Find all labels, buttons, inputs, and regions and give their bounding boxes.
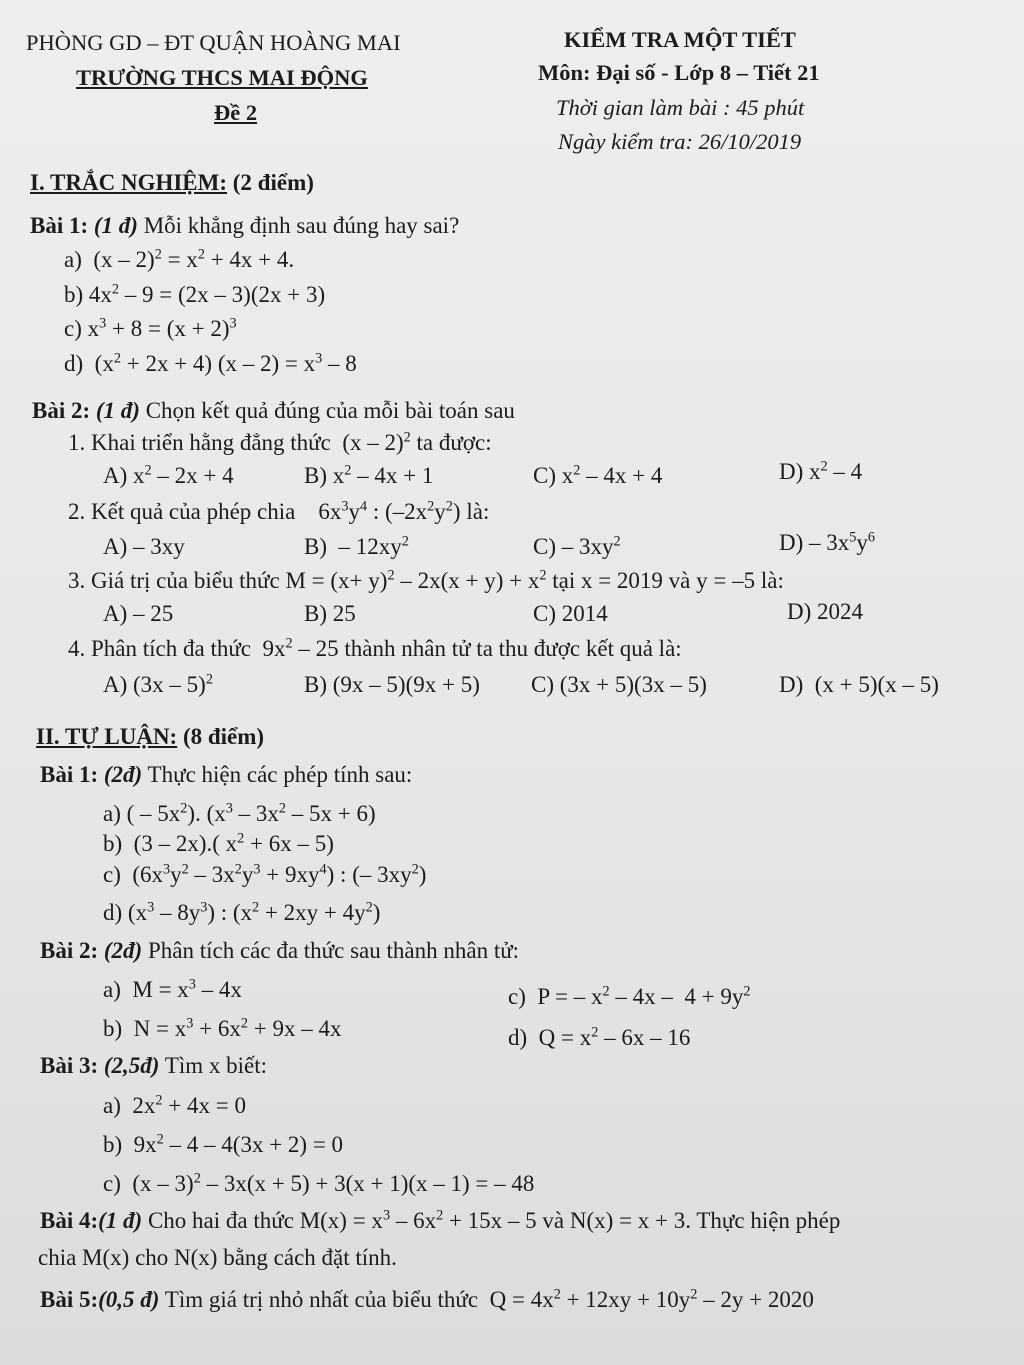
part2-bai5-prompt: Tìm giá trị nhỏ nhất của biểu thức <box>159 1287 479 1312</box>
part2-bai3-label: Bài 3: <box>40 1053 99 1078</box>
q3-answer-b: B) 25 <box>304 601 356 626</box>
part1-bai1-item-a: a) $(x - 2)^2 = x^2 + 4x + 4$. <box>64 246 295 272</box>
part2-bai1-label: Bài 1: <box>40 762 99 787</box>
department-name: PHÒNG GD – ĐT QUẬN HOÀNG MAI <box>26 30 401 55</box>
part2-bai3-heading <box>40 1052 267 1080</box>
part2-bai1-item-b: b) (3 – 2x).( $x^2 + 6x - 5$) <box>103 830 334 856</box>
q2-answer-a: A) – 3xy <box>103 534 185 559</box>
part1-bai1-prompt: Mỗi khẳng định sau đúng hay sai? <box>137 213 460 238</box>
q2-question: 2. Kết quả của phép chia $6x^3y^4$ : $(-2x^2y^2)$ là: <box>68 498 490 524</box>
part2-bai3-prompt: Tìm x biết: <box>159 1053 268 1078</box>
part2-bai4-mid: và <box>536 1208 565 1233</box>
part2-bai5-label: Bài 5: <box>40 1287 99 1312</box>
part2-bai4-prompt: Cho hai đa thức <box>142 1208 294 1233</box>
part1-bai1-heading <box>30 212 459 240</box>
exam-title: KIỂM TRA MỘT TIẾT <box>564 27 796 52</box>
part2-bai4-line1: Bài 4:(1 đ) Cho hai đa thức $M(x) = x^3 - 6x^2 + 15x - 5$ và N(x) = x + 3. Thực hiện phép <box>40 1207 841 1233</box>
part2-bai1-item-c: c) $(6x^3y^2 - 3x^2y^3 + 9xy^4)$ : (– $3xy^2$) <box>103 861 427 887</box>
part1-bai2-points: (1 đ) <box>95 398 140 423</box>
part2-bai1-heading <box>40 761 412 789</box>
part2-bai3-item-c: c) (x – 3)$^2$ – 3x(x + 5) + 3(x + 1)(x – 1) = – 48 <box>103 1170 535 1196</box>
q4-answer-d: D) (x + 5)(x – 5) <box>779 672 939 697</box>
part1-heading <box>30 169 314 197</box>
q1-answer-b: B) $x^2 - 4x + 1$ <box>304 462 434 488</box>
part1-bai1-item-d: d) $(x^2 + 2x + 4)$ $(x - 2) = x^3 - 8$ <box>64 350 357 376</box>
item-letter: a) <box>64 247 82 272</box>
q1-tail: ta được: <box>410 430 492 455</box>
q4-question: 4. Phân tích đa thức $9x^2 - 25$ thành nhân tử ta thu được kết quả là: <box>68 635 682 661</box>
part2-bai5-line: Bài 5:(0,5 đ) Tìm giá trị nhỏ nhất của biểu thức $Q = 4x^2 + 12xy + 10y^2 - 2y + 2020$ <box>40 1286 814 1312</box>
q1-answer-a: A) $x^2 - 2x + 4$ <box>103 462 234 488</box>
part1-bai1-item-c: c) $x^3 + 8 = (x + 2)^3$ <box>64 315 237 341</box>
part2-bai2-heading <box>40 937 519 965</box>
part2-bai3-item-b: b) $9x^2 - 4 - 4(3x + 2) = 0$ <box>103 1131 344 1157</box>
part1-bai2-heading <box>32 397 515 425</box>
part2-bai3-item-a: a) $2x^2 + 4x = 0$ <box>103 1092 246 1118</box>
part1-bai2-label: Bài 2: <box>32 398 91 423</box>
part2-bai2-item-a: a) $M = x^3 - 4x$ <box>103 976 242 1002</box>
part2-bai2-label: Bài 2: <box>40 938 99 963</box>
part1-bai1-item-b: b) $4x^2 - 9 = (2x - 3)(2x + 3)$ <box>64 281 326 307</box>
part1-points: (2 điểm) <box>227 170 314 195</box>
part2-points: (8 điểm) <box>177 724 265 749</box>
q2-tail: là: <box>460 499 490 524</box>
part1-title: I. TRẮC NGHIỆM: <box>30 170 228 195</box>
item-letter: c) <box>64 316 82 341</box>
part2-bai1-item-a: a) ( – $5x^2$). $(x^3 - 3x^2 - 5x + 6)$ <box>103 800 376 826</box>
q2-text: 2. Kết quả của phép chia <box>68 499 296 524</box>
q4-answer-b: B) (9x – 5)(9x + 5) <box>304 672 480 697</box>
exam-date: Ngày kiểm tra: 26/10/2019 <box>558 129 802 154</box>
q1-answer-d: D) $x^2 - 4$ <box>779 458 863 484</box>
q4-tail: thành nhân tử ta thu được kết quả là: <box>338 636 682 661</box>
part2-bai4-points: (1 đ) <box>98 1208 143 1233</box>
part2-bai1-points: (2đ) <box>98 762 143 787</box>
q4-answer-c: C) (3x + 5)(3x – 5) <box>531 672 707 697</box>
part2-bai2-prompt: Phân tích các đa thức sau thành nhân tử: <box>142 938 520 963</box>
q3-question: 3. Giá trị của biểu thức $M = (x+ y)^2 - 2x(x + y) + x^2$ tại x = 2019 và y = –5 là: <box>68 567 784 593</box>
part2-bai5-points: (0,5 đ) <box>98 1287 160 1312</box>
exam-code: Đề 2 <box>214 100 258 125</box>
exam-subject: Môn: Đại số - Lớp 8 – Tiết 21 <box>538 60 820 85</box>
part1-bai1-label: Bài 1: <box>30 213 89 238</box>
school-name: TRƯỜNG THCS MAI ĐỘNG <box>76 65 368 90</box>
item-letter: b) <box>64 282 84 307</box>
part2-bai3-points: (2,5đ) <box>98 1053 160 1078</box>
q1-question: 1. Khai triển hằng đẳng thức (x – 2)$^2$ ta được: <box>68 429 492 455</box>
part2-heading <box>36 723 264 751</box>
part2-bai4-tail: . Thực hiện phép <box>685 1208 841 1233</box>
q3-answer-d: D) 2024 <box>787 599 864 624</box>
q4-text: 4. Phân tích đa thức <box>68 636 252 661</box>
q2-answer-d: $D) - 3x^5y^6$ <box>779 529 876 555</box>
q3-answer-a: A) – 25 <box>103 601 174 626</box>
part2-bai2-item-d: d) $Q = x^2 - 6x - 16$ <box>508 1024 691 1050</box>
q2-answer-b: $B) - 12xy^2$ <box>304 533 409 559</box>
part2-bai4-label: Bài 4: <box>40 1208 99 1233</box>
part2-bai2-points: (2đ) <box>98 938 143 963</box>
q2-answer-c: $C) - 3xy^2$ <box>533 533 621 559</box>
part2-bai4-line2: chia M(x) cho N(x) bằng cách đặt tính. <box>38 1245 397 1270</box>
q3-text: 3. Giá trị của biểu thức M = (x+ y) <box>68 568 388 593</box>
item-letter: d) <box>64 351 84 376</box>
q4-answer-a: A) (3x – 5)$^2$ <box>103 671 213 697</box>
part2-bai2-item-c: c) P = – $x^2 - 4x - 4 + 9y^2$ <box>508 983 751 1009</box>
part2-bai1-item-d: d) $(x^3 - 8y^3)$ : $(x^2 + 2xy + 4y^2)$ <box>103 899 381 925</box>
exam-duration: Thời gian làm bài : 45 phút <box>556 95 805 120</box>
part2-title: II. TỰ LUẬN: <box>36 724 178 749</box>
part1-bai2-prompt: Chọn kết quả đúng của mỗi bài toán sau <box>139 398 515 423</box>
q1-answer-c: C) $x^2 - 4x + 4$ <box>533 462 663 488</box>
q3-tail: tại x = 2019 và y = –5 là: <box>546 568 784 593</box>
q1-text: 1. Khai triển hằng đẳng thức <box>68 430 331 455</box>
part2-bai2-item-b: b) $N = x^3 + 6x^2 + 9x - 4x$ <box>103 1015 342 1041</box>
q3-answer-c: C) 2014 <box>533 601 608 626</box>
part1-bai1-points: (1 đ) <box>93 213 138 238</box>
part2-bai1-prompt: Thực hiện các phép tính sau: <box>142 762 413 787</box>
